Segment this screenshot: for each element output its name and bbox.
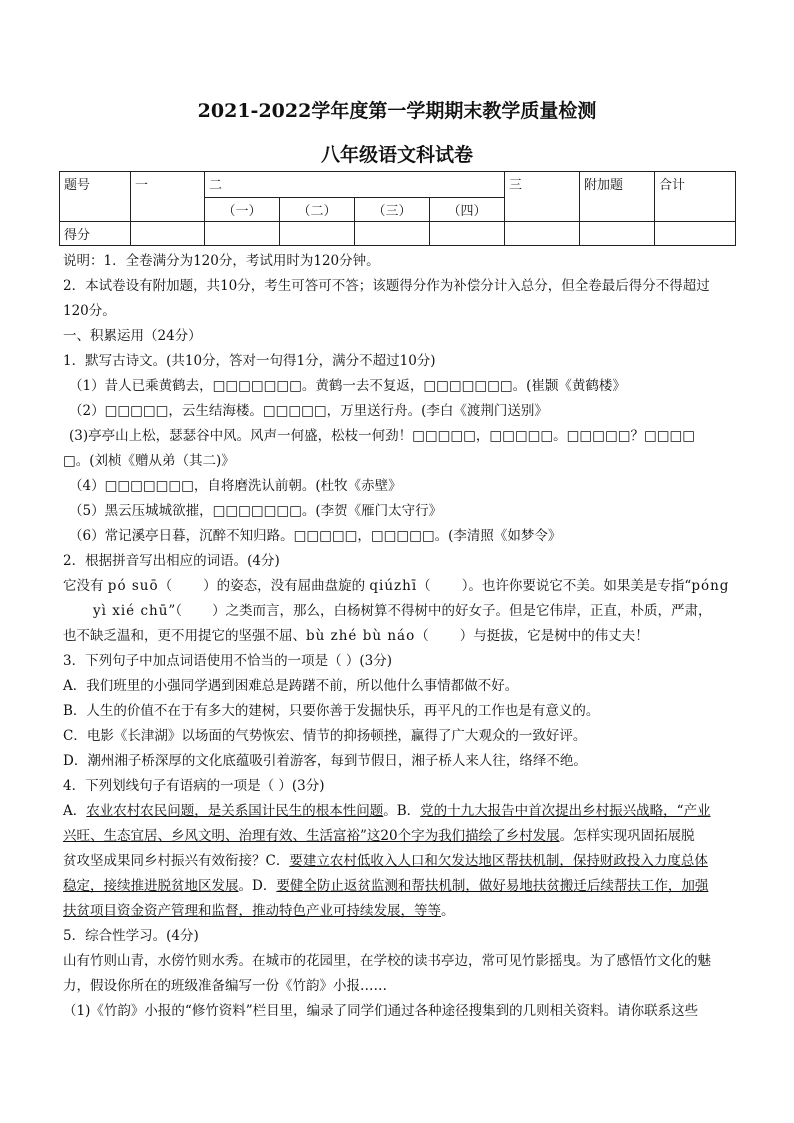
text-line: 120分。 bbox=[63, 303, 116, 319]
question-1-item: （2）□□□□□，云生结海楼。□□□□□，万里送行舟。(李白《渡荆门送别》 bbox=[69, 403, 548, 419]
question-2: 2．根据拼音写出相应的词语。(4分) bbox=[63, 553, 280, 569]
question-1-item: （4）□□□□□□□，自将磨洗认前朝。(杜牧《赤壁》 bbox=[69, 478, 402, 494]
question-1-item: （6）常记溪亭日暮，沉醉不知归路。□□□□□，□□□□□。(李清照《如梦令》 bbox=[69, 528, 562, 544]
header-sub-4: （四） bbox=[430, 198, 505, 222]
score-cell[interactable] bbox=[205, 222, 280, 246]
header-tihao: 题号 bbox=[60, 172, 131, 222]
option-a: A．我们班里的小强同学遇到困难总是踌躇不前，所以他什么事情都做不好。 bbox=[63, 678, 519, 694]
question-1-item: （5）黑云压城城欲摧，□□□□□□□。(李贺《雁门太守行》 bbox=[69, 503, 443, 519]
pinyin-4: yì xié chū bbox=[93, 603, 169, 619]
header-sub-3: （三） bbox=[355, 198, 430, 222]
question-1-item: （1）昔人已乘黄鹤去，□□□□□□□。黄鹤一去不复返，□□□□□□□。(崔颢《黄鹤楼》 bbox=[69, 378, 626, 394]
score-cell[interactable] bbox=[580, 222, 655, 246]
header-section-3: 三 bbox=[505, 172, 580, 222]
score-label: 得分 bbox=[60, 222, 131, 246]
header-section-1: 一 bbox=[131, 172, 205, 222]
score-cell[interactable] bbox=[355, 222, 430, 246]
option-b: B．人生的价值不在于有多大的建树，只要你善于发掘快乐，再平凡的工作也是有意义的。 bbox=[63, 703, 600, 719]
pinyin-line-2: yì xié chū”（ ）之类而言，那么，白杨树算不得树中的好女子。但是它伟岸，正直，朴质，严肃， bbox=[93, 603, 712, 619]
q4-line: 扶贫项目资金资产管理和监督，推动特色产业可持续发展，等等。 bbox=[63, 903, 455, 919]
page-title: 2021-2022学年度第一学期期末教学质量检测 bbox=[197, 100, 597, 122]
text-line: 说明：1．全卷满分为120分，考试用时为120分钟。 bbox=[63, 253, 380, 269]
section-heading: 一、积累运用（24分） bbox=[63, 328, 202, 344]
score-cell[interactable] bbox=[280, 222, 355, 246]
q4-line: 稳定，接续推进脱贫地区发展。D．要健全防止返贫监测和帮扶机制，做好易地扶贫搬迁后续帮扶工作，加强 bbox=[63, 878, 709, 894]
question-4: 4．下列划线句子有语病的一项是（ ）(3分) bbox=[63, 778, 325, 794]
score-cell[interactable] bbox=[655, 222, 736, 246]
header-sub-1: （一） bbox=[205, 198, 280, 222]
text-line: （1)《竹韵》小报的“修竹资料”栏目里，编录了同学们通过各种途径搜集到的几则相关资料。请你联系这些 bbox=[63, 1003, 699, 1019]
question-1-item: (3)亭亭山上松，瑟瑟谷中风。风声一何盛，松枝一何劲！□□□□□，□□□□□。□□□□□？□□□□ bbox=[69, 428, 695, 444]
pinyin-3: póng bbox=[691, 578, 730, 594]
question-1: 1．默写古诗文。(共10分，答对一句得1分，满分不超过10分) bbox=[63, 353, 436, 369]
q4-line: 兴旺、生态宜居、乡风文明、治理有效、生活富裕”这20个字为我们描绘了乡村发展。怎样实现巩固拓展脱 bbox=[63, 828, 695, 844]
option-d: D．潮州湘子桥深厚的文化底蕴吸引着游客，每到节假日，湘子桥人来人往，络绎不绝。 bbox=[63, 753, 587, 769]
pinyin-line-3: 也不缺乏温和，更不用提它的坚强不屈、bù zhé bù náo（ ）与挺拔，它是树中的伟丈夫！ bbox=[63, 628, 649, 644]
score-cell[interactable] bbox=[131, 222, 205, 246]
pinyin-5: bù zhé bù náo（ bbox=[306, 628, 430, 644]
text-line: 2．本试卷设有附加题，共10分，考生可答可不答；该题得分作为补偿分计入总分，但全卷最后得分不得超过 bbox=[63, 278, 710, 294]
score-table bbox=[59, 171, 736, 246]
page-subtitle: 八年级语文科试卷 bbox=[320, 144, 473, 166]
header-sub-2: （二） bbox=[280, 198, 355, 222]
text-line: 山有竹则山青，水傍竹则水秀。在城市的花园里，在学校的读书亭边，常可见竹影摇曳。为了感悟竹文化的魅 bbox=[63, 953, 711, 969]
question-1-item: □。(刘桢《赠从弟（其二)》 bbox=[63, 453, 235, 469]
header-section-2: 二 bbox=[205, 172, 505, 198]
header-bonus: 附加题 bbox=[580, 172, 655, 222]
q4-line: A．农业农村农民问题，是关系国计民生的根本性问题。B．党的十九大报告中首次提出乡村振兴战略，“产业 bbox=[63, 803, 711, 819]
option-c: C．电影《长津湖》以场面的气势恢宏、情节的抑扬顿挫，赢得了广大观众的一致好评。 bbox=[63, 728, 587, 744]
pinyin-line-1: 它没有 pó suō（ ）的姿态，没有屈曲盘旋的 qiúzhī（ ）。也许你要说它不美。如果美是专指“póng bbox=[63, 578, 730, 594]
pinyin-2: qiúzhī（ bbox=[369, 578, 432, 594]
question-3: 3．下列句子中加点词语使用不恰当的一项是（ ）(3分) bbox=[63, 653, 393, 669]
pinyin-1: pó suō（ bbox=[107, 578, 174, 594]
q4-line: 贫攻坚成果同乡村振兴有效衔接？C．要建立农村低收入人口和欠发达地区帮扶机制，保持财政投入力度总体 bbox=[63, 853, 708, 869]
text-line: 力，假设你所在的班级准备编写一份《竹韵》小报…… bbox=[63, 978, 387, 994]
question-5: 5．综合性学习。(4分) bbox=[63, 928, 199, 944]
header-total: 合计 bbox=[655, 172, 736, 222]
score-cell[interactable] bbox=[430, 222, 505, 246]
score-cell[interactable] bbox=[505, 222, 580, 246]
